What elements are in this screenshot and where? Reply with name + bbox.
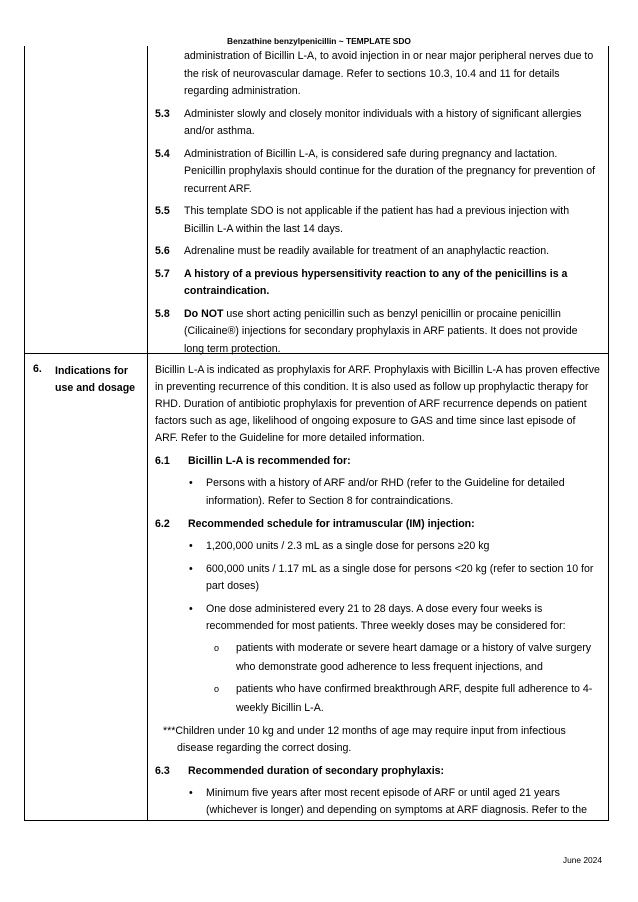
item-5-4	[155, 146, 600, 199]
subsection-heading-text: Recommended schedule for intramuscular (IM) injection:	[188, 518, 475, 530]
section-6-content	[155, 362, 600, 820]
section-5-continuation-text: administration of Bicillin L-A, to avoid injection in or near major peripheral nerves due to the risk of neurovascular damage. Refer to sections 10.3, 10.4 and 11 for details regarding administration.	[184, 50, 594, 97]
dosing-note	[155, 723, 600, 757]
page-footer-date: June 2024	[562, 855, 602, 865]
dosing-note-line-1: ***Children under 10 kg and under 12 months of age may require input from infectious	[163, 724, 566, 737]
item-number: 5.4	[155, 147, 170, 160]
item-bold-lead: Do NOT	[184, 307, 224, 320]
item-5-7	[155, 266, 600, 301]
content-table	[24, 46, 609, 821]
item-5-8	[155, 306, 600, 359]
sub-list-item: o patients with moderate or severe heart damage or a history of valve surgery who demonstrate good adherence to less frequent injections, and	[155, 639, 600, 677]
item-text: Administration of Bicillin L-A, is considered safe during pregnancy and lactation. Penicillin prophylaxis should continue for the duration of the pregnancy for prevention of recurrent ARF.	[184, 147, 596, 195]
subsection-6-1-heading	[155, 453, 600, 470]
list-item: • Minimum five years after most recent episode of ARF or until aged 21 years (whichever is longer) and depending on symptoms at ARF diagnosis. Refer to the	[155, 785, 600, 820]
table-row-section-5-continued	[25, 46, 608, 353]
item-5-3	[155, 106, 600, 141]
list-item: • Persons with a history of ARF and/or RHD (refer to the Guideline for detailed information). Refer to Section 8 for contraindications.	[155, 475, 600, 510]
item-5-5	[155, 203, 600, 238]
section-title: Indications for use and dosage	[55, 365, 136, 394]
section-5-content	[155, 48, 600, 358]
item-text: Administer slowly and closely monitor individuals with a history of significant allergies and/or asthma.	[184, 107, 582, 137]
item-text: This template SDO is not applicable if the patient has had a previous injection with Bicillin L-A within the last 14 days.	[184, 205, 570, 235]
item-text: A history of a previous hypersensitivity reaction to any of the penicillins is a contraindication.	[184, 267, 568, 297]
item-text: use short acting penicillin such as benzyl penicillin or procaine penicillin (Cilicaine®) injections for secondary prophylaxis in ARF patients. It does not provide long term protection.	[184, 307, 578, 355]
item-5-6	[155, 243, 600, 261]
section-number: 6.	[33, 363, 42, 375]
table-row-section-6	[25, 353, 608, 820]
subsection-6-2-heading	[155, 516, 600, 533]
item-number: 5.6	[155, 245, 170, 257]
subsection-heading-text: Recommended duration of secondary prophylaxis:	[188, 764, 445, 777]
sub-list-item: o patients who have confirmed breakthrough ARF, despite full adherence to 4-weekly Bicillin L-A.	[155, 680, 600, 718]
subsection-number: 6.2	[155, 518, 170, 530]
subsection-number: 6.1	[155, 455, 170, 467]
dosing-note-line-2: disease regarding the correct dosing.	[177, 741, 352, 754]
subsection-number: 6.3	[155, 764, 170, 777]
item-number: 5.7	[155, 267, 170, 280]
section-6-intro: Bicillin L-A is indicated as prophylaxis for ARF. Prophylaxis with Bicillin L-A has proven effective in preventing recurrence of this condition. It is also used as follow up prophylactic therapy for RHD. Duration of antibiotic prophylaxis for prevention of ARF recurrence depends on patient factors such as age, likelihood of ongoing exposure to GAS and time since last episode of ARF. Refer to the Guideline for more detailed information.	[155, 364, 600, 444]
list-item: • 1,200,000 units / 2.3 mL as a single dose for persons ≥20 kg	[155, 538, 600, 556]
item-number: 5.3	[155, 107, 170, 120]
item-number: 5.5	[155, 205, 170, 217]
item-number: 5.8	[155, 307, 170, 320]
subsection-6-3-heading	[155, 763, 600, 780]
page-header-title: Benzathine benzylpenicillin ~ TEMPLATE SDO	[227, 36, 411, 46]
subsection-heading-text: Bicillin L-A is recommended for:	[188, 455, 351, 467]
item-text: Adrenaline must be readily available for treatment of an anaphylactic reaction.	[184, 245, 550, 257]
list-item: • 600,000 units / 1.17 mL as a single dose for persons <20 kg (refer to section 10 for part doses)	[155, 561, 600, 596]
list-item: • One dose administered every 21 to 28 days. A dose every four weeks is recommended for most patients. Three weekly doses may be considered for:	[155, 601, 600, 636]
